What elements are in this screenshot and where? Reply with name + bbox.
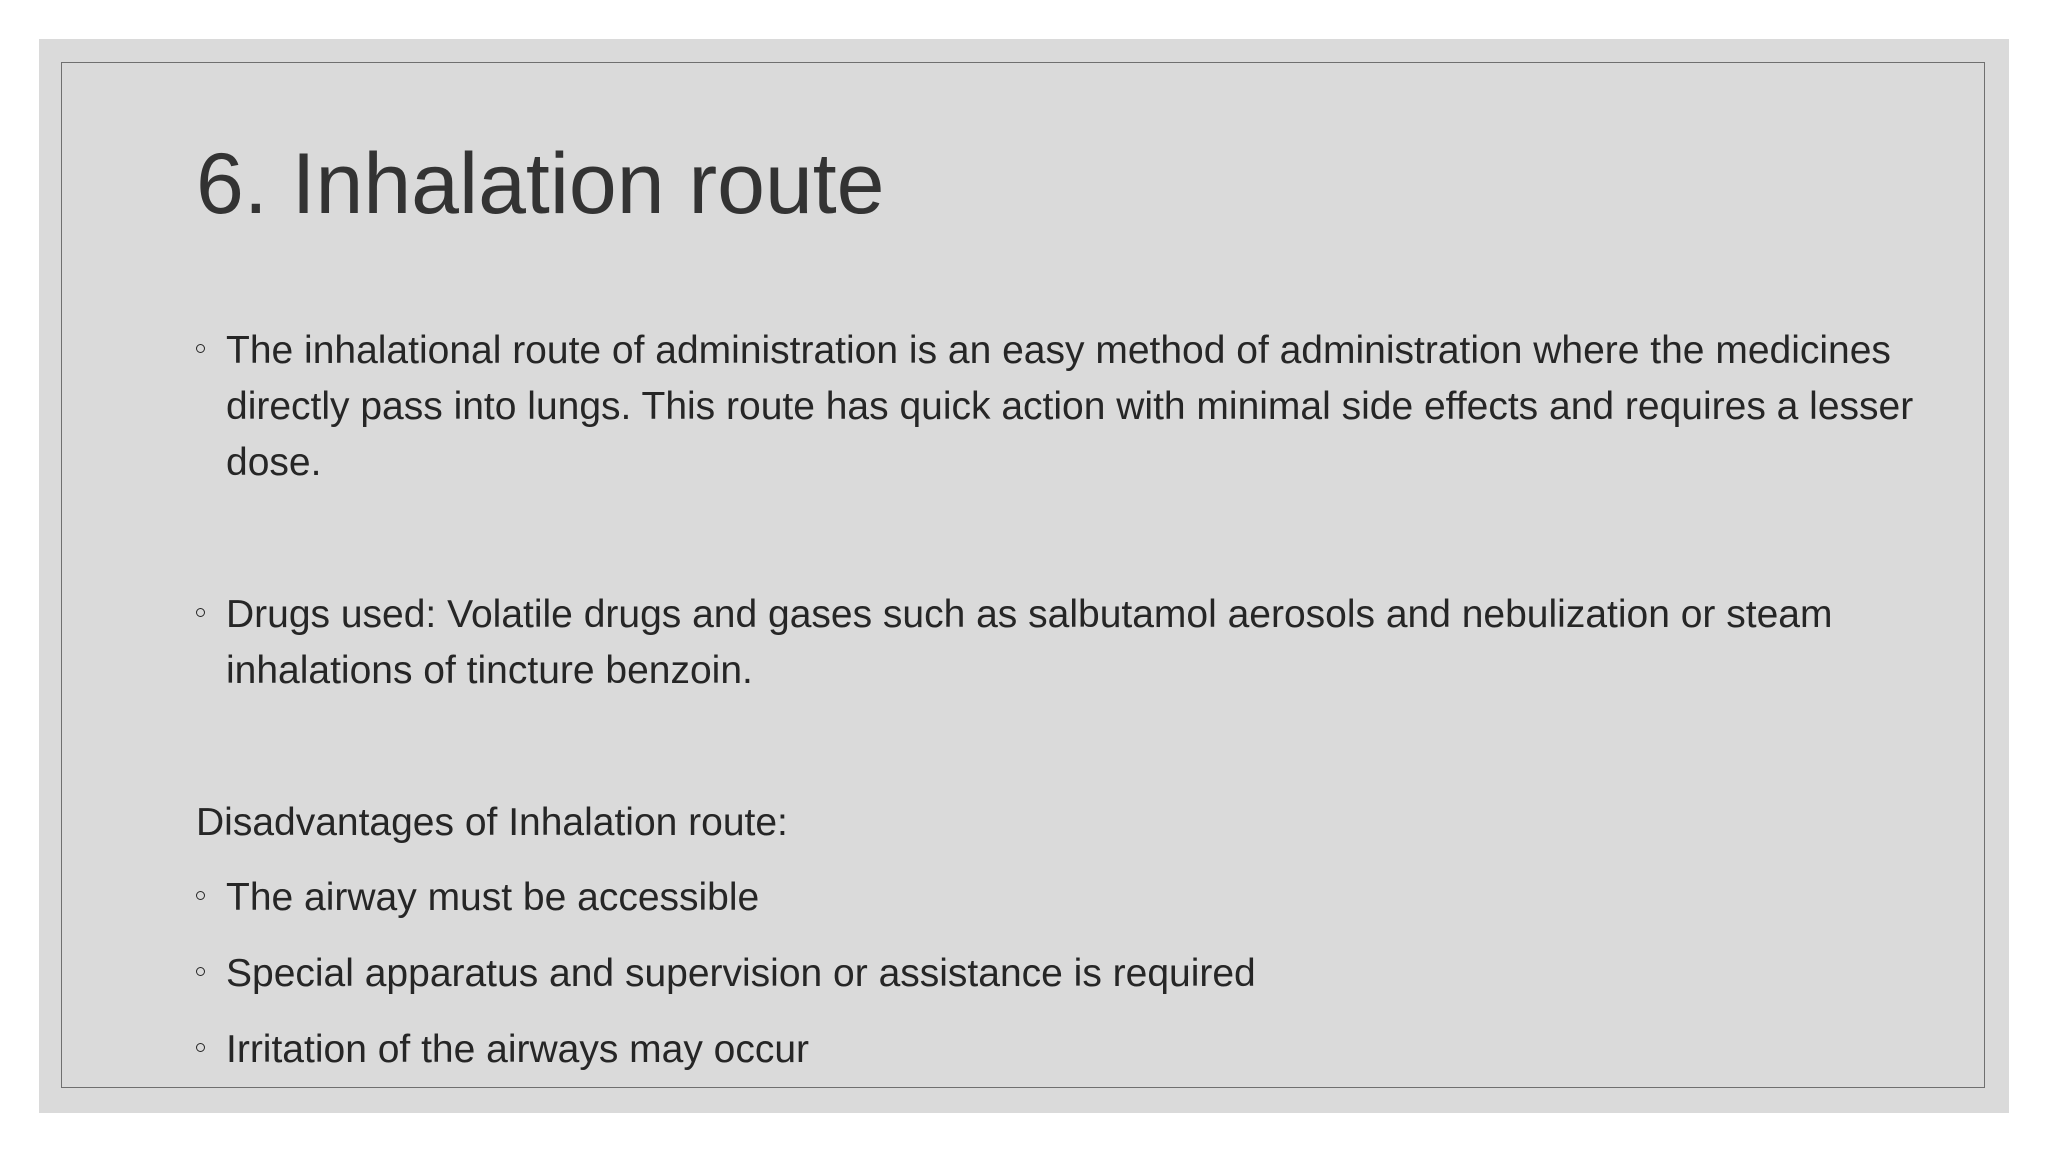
bullet-text: The inhalational route of administration is an easy method of administration where the medicines directly pass into lungs. This route has quick action with minimal side effects and requires a lesser dose. <box>226 329 1914 484</box>
hollow-circle-icon <box>196 891 205 900</box>
bullet-list-description <box>196 323 1976 491</box>
list-item-text: Special apparatus and supervision or assistance is required <box>226 952 1256 995</box>
list-item <box>196 870 1976 926</box>
bullet-item <box>196 323 1976 491</box>
hollow-circle-icon <box>196 967 205 976</box>
hollow-circle-icon <box>196 1043 205 1052</box>
bullet-text: Drugs used: Volatile drugs and gases such as salbutamol aerosols and nebulization or steam inhalations of tincture benzoin. <box>226 593 1833 692</box>
list-item-text: Irritation of the airways may occur <box>226 1028 810 1071</box>
list-item <box>196 946 1976 1002</box>
hollow-circle-icon <box>196 344 205 353</box>
list-item <box>196 1022 1976 1078</box>
disadvantages-list <box>196 870 1976 1098</box>
disadvantages-heading: Disadvantages of Inhalation route: <box>196 801 788 844</box>
hollow-circle-icon <box>196 608 205 617</box>
slide <box>39 39 2009 1113</box>
bullet-item <box>196 587 1976 699</box>
slide-title: 6. Inhalation route <box>196 136 885 232</box>
bullet-list-drugs <box>196 587 1976 699</box>
list-item-text: The airway must be accessible <box>226 876 760 919</box>
